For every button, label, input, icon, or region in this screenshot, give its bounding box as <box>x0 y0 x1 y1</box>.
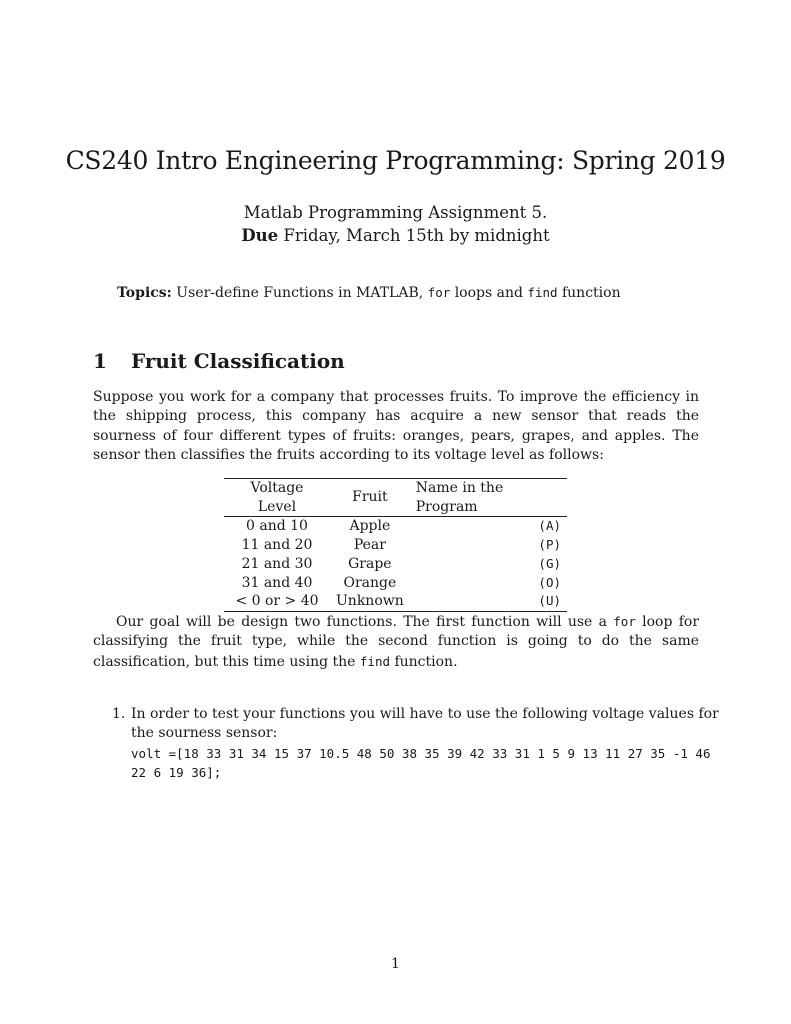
header-voltage-level: Voltage Level <box>250 480 304 515</box>
assignment-name: Matlab Programming Assignment 5. <box>243 203 548 222</box>
section-title: Fruit Classification <box>131 349 345 373</box>
goal-text-3: function. <box>394 653 458 670</box>
table-row <box>224 574 567 593</box>
table-header-row <box>224 479 567 517</box>
topics-text-3: function <box>561 285 621 301</box>
table-row <box>224 517 567 536</box>
topics-code-find: find <box>527 285 558 300</box>
topics-code-for: for <box>427 285 451 300</box>
program-name-cell: (P) <box>538 537 561 553</box>
goal-code-find: find <box>359 653 391 669</box>
due-label: Due <box>241 226 279 245</box>
voltage-classification-table <box>224 478 567 612</box>
list-item <box>112 705 732 782</box>
section-number: 1 <box>93 349 107 373</box>
assignment-subtitle <box>0 201 791 247</box>
due-date: Friday, March 15th by midnight <box>283 226 550 245</box>
voltage-cell: 11 and 20 <box>241 537 313 554</box>
goal-paragraph <box>93 612 699 672</box>
program-name-cell: (G) <box>538 555 561 571</box>
page-number: 1 <box>391 956 400 972</box>
program-name-cell: (A) <box>538 518 561 534</box>
topics-text-1: User-define Functions in MATLAB, <box>176 285 424 301</box>
table-row <box>224 555 567 574</box>
section-heading <box>93 349 345 373</box>
due-line <box>0 224 791 247</box>
table-row <box>224 536 567 555</box>
document-title: CS240 Intro Engineering Programming: Spring 2019 <box>65 146 726 175</box>
topics-label: Topics: <box>117 285 172 301</box>
list-item-body <box>131 705 732 782</box>
fruit-cell: Pear <box>353 537 386 554</box>
voltage-cell: 0 and 10 <box>246 518 308 535</box>
topics-line <box>117 285 621 301</box>
goal-text-1: Our goal will be design two functions. The first function will use a <box>116 614 607 630</box>
topics-text-2: loops and <box>454 285 523 301</box>
goal-text-2: loop for classifying the fruit type, while the second function is going to do the same classification, but this time using the <box>93 614 700 670</box>
fruit-cell: Orange <box>343 574 397 591</box>
list-item-marker: 1. <box>112 706 126 722</box>
table-row <box>224 592 567 611</box>
intro-paragraph: Suppose you work for a company that processes fruits. To improve the efficiency in the shipping process, this company has acquire a new sensor that reads the sourness of four different types of fruits: oranges, pears, grapes, and apples. The sensor then classifies the fruits according to its voltage level as follows: <box>93 389 699 463</box>
fruit-cell: Apple <box>349 518 391 535</box>
voltage-cell: 21 and 30 <box>241 555 313 572</box>
fruit-cell: Unknown <box>336 593 404 610</box>
volt-code: volt =[18 33 31 34 15 37 10.5 48 50 38 35 39 42 33 31 1 5 9 13 11 27 35 -1 46 22 6 19 36]; <box>131 745 719 780</box>
header-program-name: Name in the Program <box>415 480 504 515</box>
voltage-cell: < 0 or > 40 <box>235 593 319 610</box>
voltage-cell: 31 and 40 <box>241 574 313 591</box>
task-list <box>112 705 732 782</box>
list-item-text: In order to test your functions you will have to use the following voltage values for the sourness sensor: <box>131 706 719 742</box>
program-name-cell: (U) <box>538 593 561 609</box>
goal-code-for: for <box>613 614 636 629</box>
program-name-cell: (O) <box>538 574 561 590</box>
fruit-cell: Grape <box>348 555 392 572</box>
header-fruit: Fruit <box>352 489 388 506</box>
